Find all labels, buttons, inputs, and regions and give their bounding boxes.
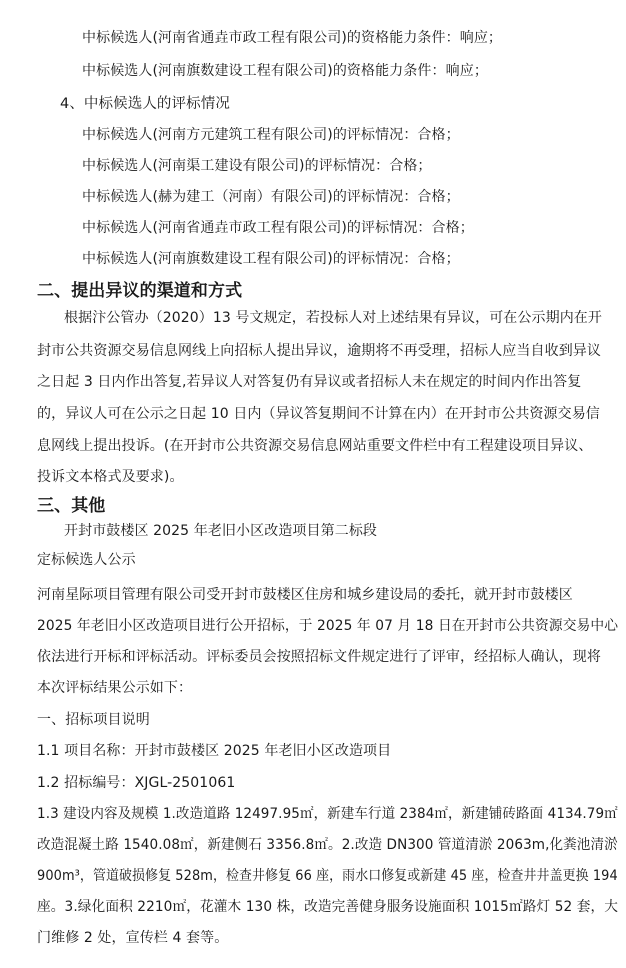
section-2-paragraph-line: 之日起 3 日内作出答复,若异议人对答复仍有异议或者招标人未在规定的时间内作出答复	[37, 374, 582, 390]
evaluation-line: 中标候选人(河南渠工建设有限公司)的评标情况：合格；	[82, 158, 432, 174]
item-1-2: 1.2 招标编号：XJGL-2501061	[37, 775, 236, 791]
section-2-paragraph-line: 根据汴公管办（2020）13 号文规定，若投标人对上述结果有异议，可在公示期内在开	[64, 310, 602, 326]
item-1-3-line: 座。3.绿化面积 2210㎡，花灌木 130 株，改造完善健身服务设施面积 1015㎡路灯 52 套，大	[37, 899, 619, 915]
project-title: 开封市鼓楼区 2025 年老旧小区改造项目第二标段	[64, 523, 378, 539]
qualification-line: 中标候选人(河南省通垚市政工程有限公司)的资格能力条件：响应；	[82, 30, 503, 46]
intro-line: 河南星际项目管理有限公司受开封市鼓楼区住房和城乡建设局的委托，就开封市鼓楼区	[37, 587, 573, 603]
intro-line: 本次评标结果公示如下：	[37, 680, 193, 696]
evaluation-line: 中标候选人(河南方元建筑工程有限公司)的评标情况：合格；	[82, 127, 460, 143]
intro-line: 2025 年老旧小区改造项目进行公开招标，于 2025 年 07 月 18 日在开封市公共资源交易中心	[37, 618, 619, 634]
evaluation-line: 中标候选人(赫为建工（河南）有限公司)的评标情况：合格；	[82, 189, 460, 205]
item-1-1: 1.1 项目名称：开封市鼓楼区 2025 年老旧小区改造项目	[37, 743, 392, 759]
section-2-title: 二、提出异议的渠道和方式	[37, 281, 243, 301]
section-2-paragraph-line: 投诉文本格式及要求)。	[37, 469, 184, 485]
evaluation-heading: 4、中标候选人的评标情况	[60, 96, 230, 112]
item-heading: 一、招标项目说明	[37, 712, 150, 728]
notice-title: 定标候选人公示	[37, 552, 136, 568]
evaluation-line: 中标候选人(河南省通垚市政工程有限公司)的评标情况：合格；	[82, 220, 474, 236]
section-2-paragraph-line: 封市公共资源交易信息网线上向招标人提出异议，逾期将不再受理，招标人应当自收到异议	[37, 343, 601, 359]
item-1-3-line: 900m³，管道破损修复 528m，检查井修复 66 座，雨水口修复或新建 45 座，检查井井盖更换 194	[37, 868, 618, 884]
item-1-3-line: 改造混凝土路 1540.08㎡，新建侧石 3356.8㎡。2.改造 DN300 管道清淤 2063m,化粪池清淤	[37, 837, 618, 853]
evaluation-line: 中标候选人(河南旗数建设工程有限公司)的评标情况：合格；	[82, 251, 460, 267]
section-2-paragraph-line: 息网线上提出投诉。(在开封市公共资源交易信息网站重要文件栏中有工程建设项目异议、	[37, 438, 593, 454]
section-3-title: 三、其他	[37, 496, 106, 516]
intro-line: 依法进行开标和评标活动。评标委员会按照招标文件规定进行了评审，经招标人确认，现将	[37, 649, 601, 665]
qualification-line: 中标候选人(河南旗数建设工程有限公司)的资格能力条件：响应；	[82, 63, 488, 79]
item-1-3-line: 1.3 建设内容及规模 1.改造道路 12497.95㎡，新建车行道 2384㎡，新建铺砖路面 4134.79㎡	[37, 806, 618, 822]
item-1-3-line: 门维修 2 处，宣传栏 4 套等。	[37, 930, 229, 946]
section-2-paragraph-line: 的，异议人可在公示之日起 10 日内（异议答复期间不计算在内）在开封市公共资源交易信	[37, 406, 600, 422]
